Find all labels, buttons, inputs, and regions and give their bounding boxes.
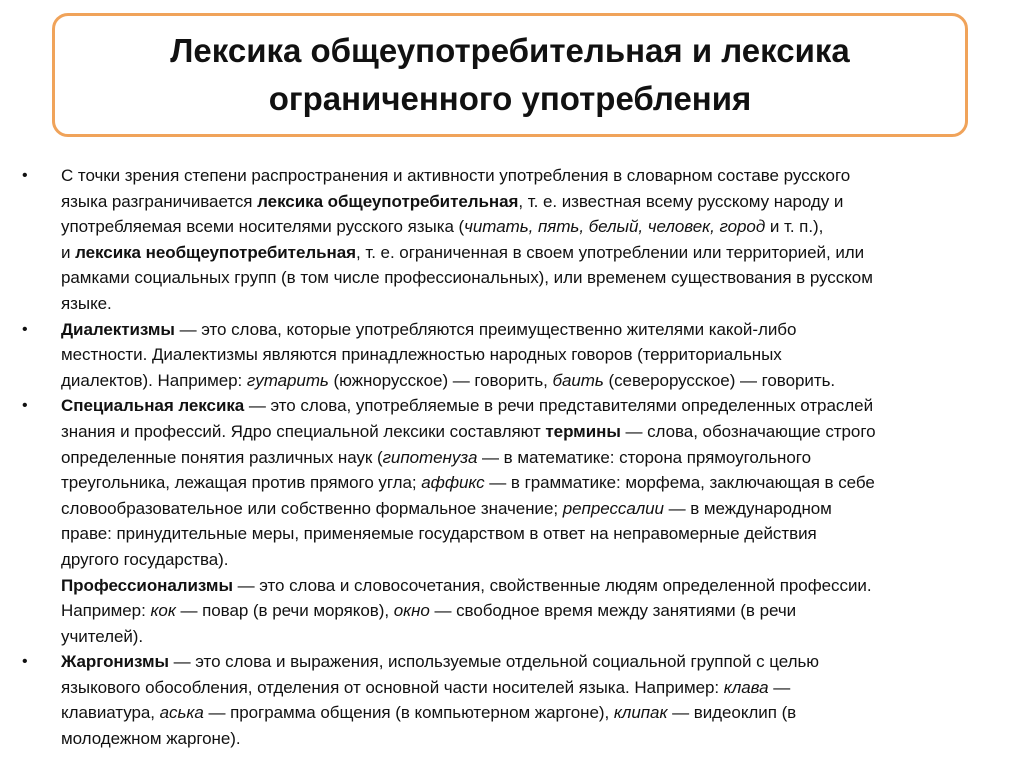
- text-line: [61, 317, 1002, 343]
- italic-example: репрессалии: [562, 498, 664, 518]
- italic-example: клава: [723, 677, 769, 697]
- italic-example: гутарить: [246, 370, 329, 390]
- text-run: — в грамматике: морфема, заключающая в себе: [484, 473, 875, 493]
- text-run: — это слова и словосочетания, свойственные людям определенной профессии.: [232, 575, 872, 595]
- text-run: знания и профессий. Ядро специальной лексики составляют: [61, 421, 546, 441]
- text-run: и: [61, 242, 76, 262]
- text-run: — в математике: сторона прямоугольного: [477, 447, 811, 467]
- text-run: треугольника, лежащая против прямого угла;: [61, 473, 422, 493]
- text-line: [61, 393, 1002, 419]
- bullet-marker: •: [22, 167, 28, 184]
- italic-example: окно: [393, 601, 430, 621]
- text-run: — свободное время между занятиями (в речи: [429, 601, 797, 621]
- bullet-item: [0, 573, 1024, 650]
- text-run: —: [768, 677, 791, 697]
- bullet-item: [0, 163, 1024, 317]
- title-box: [52, 13, 968, 137]
- text-line: [61, 189, 1002, 215]
- bullet-marker: •: [22, 397, 28, 415]
- text-run: — это слова, употребляемые в речи представителями определенных отраслей: [244, 396, 874, 416]
- text-run: учителей).: [61, 626, 144, 646]
- text-run: — это слова и выражения, используемые отдельной социальной группой с целью: [169, 652, 819, 672]
- text-run: молодежном жаргоне).: [61, 729, 241, 749]
- text-run: языка разграничивается: [61, 191, 258, 211]
- text-line: [61, 521, 1002, 547]
- text-run: (северорусское) — говорить.: [603, 370, 836, 390]
- text-run: определенные понятия различных наук (: [61, 447, 383, 467]
- bold-term: лексика общеупотребительная: [257, 191, 519, 211]
- bold-term: лексика необщеупотребительная: [75, 242, 357, 262]
- text-run: рамками социальных групп (в том числе профессиональных), или временем существования в русском: [61, 268, 873, 288]
- slide-body: [0, 163, 1024, 752]
- text-run: клавиатура,: [61, 703, 160, 723]
- text-run: диалектов). Например:: [61, 370, 247, 390]
- bold-term: Специальная лексика: [61, 396, 245, 416]
- text-run: местности. Диалектизмы являются принадлежностью народных говоров (территориальных: [61, 345, 782, 365]
- text-line: [61, 368, 1002, 394]
- text-run: праве: принудительные меры, применяемые государством в ответ на неправомерные действия: [61, 524, 817, 544]
- text-run: другого государства).: [61, 549, 229, 569]
- text-line: [61, 240, 1002, 266]
- text-run: — видеоклип (в: [667, 703, 797, 723]
- text-run: — программа общения (в компьютерном жаргоне),: [203, 703, 614, 723]
- text-line: [61, 598, 1002, 624]
- bold-term: Профессионализмы: [61, 575, 233, 595]
- text-run: словообразовательное или собственно формальное значение;: [61, 498, 563, 518]
- text-line: [61, 496, 1002, 522]
- bold-term: Диалектизмы: [61, 319, 175, 339]
- italic-example: клипак: [613, 703, 668, 723]
- text-line: [61, 624, 1002, 650]
- slide-title-line-2: ограниченного употребления: [268, 80, 752, 117]
- italic-example: аська: [159, 703, 204, 723]
- text-run: — повар (в речи моряков),: [175, 601, 394, 621]
- text-run: — слова, обозначающие строго: [620, 421, 876, 441]
- text-run: С точки зрения степени распространения и активности употребления в словарном составе русского: [61, 166, 851, 185]
- bullet-item: [0, 393, 1024, 572]
- italic-example: баить: [552, 370, 604, 390]
- text-line: [61, 214, 1002, 240]
- text-run: Например:: [61, 601, 151, 621]
- text-line: [61, 163, 1002, 189]
- italic-example: гипотенуза: [382, 447, 478, 467]
- text-run: языкового обособления, отделения от основной части носителей языка. Например:: [61, 677, 724, 697]
- text-line: [61, 470, 1002, 496]
- text-run: , т. е. ограниченная в своем употреблении или территорией, или: [356, 242, 865, 262]
- text-line: [61, 419, 1002, 445]
- text-run: употребляемая всеми носителями русского языка (: [61, 217, 465, 237]
- bullet-marker: •: [22, 653, 28, 671]
- text-run: — в международном: [663, 498, 832, 518]
- text-run: (южнорусское) — говорить,: [328, 370, 553, 390]
- bullet-marker: •: [22, 320, 28, 338]
- text-run: — это слова, которые употребляются преимущественно жителями какой-либо: [174, 319, 797, 339]
- text-line: [61, 445, 1002, 471]
- text-line: [61, 649, 1002, 675]
- bullet-item: [0, 649, 1024, 751]
- italic-example: аффикс: [421, 473, 485, 493]
- text-line: [61, 291, 1002, 317]
- slide-title-line-1: Лексика общеупотребительная и лексика: [170, 32, 850, 69]
- text-line: [61, 547, 1002, 573]
- text-line: [61, 265, 1002, 291]
- bold-term: Жаргонизмы: [61, 652, 169, 672]
- italic-example: кок: [150, 601, 176, 621]
- text-run: и т. п.),: [765, 217, 824, 237]
- text-line: [61, 726, 1002, 752]
- text-run: , т. е. известная всему русскому народу и: [518, 191, 844, 211]
- italic-example: читать, пять, белый, человек, город: [464, 217, 766, 237]
- text-line: [61, 675, 1002, 701]
- text-line: [61, 573, 1002, 599]
- bold-term: термины: [545, 421, 621, 441]
- text-line: [61, 700, 1002, 726]
- bullet-item: [0, 317, 1024, 394]
- text-line: [61, 342, 1002, 368]
- text-run: языке.: [61, 293, 112, 313]
